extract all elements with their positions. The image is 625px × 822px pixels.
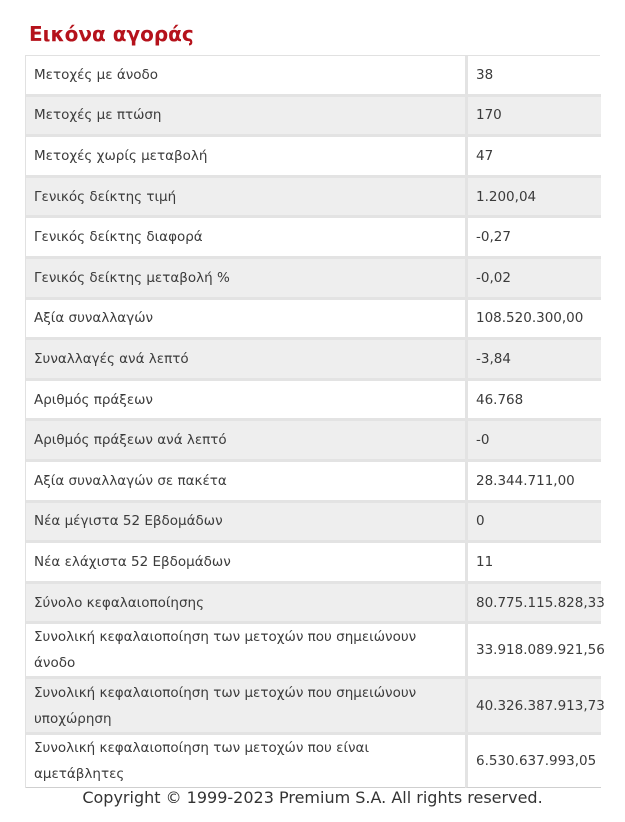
- row-label: Μετοχές χωρίς μεταβολή: [26, 137, 465, 178]
- row-value: 38: [465, 56, 601, 97]
- table-row: [26, 421, 601, 462]
- row-label: Αξία συναλλαγών σε πακέτα: [26, 462, 465, 503]
- row-label: Νέα ελάχιστα 52 Εβδομάδων: [26, 543, 465, 584]
- table-row: [26, 97, 601, 138]
- market-table: [26, 56, 605, 788]
- table-row: [26, 624, 601, 679]
- row-label: Γενικός δείκτης διαφορά: [26, 218, 465, 259]
- row-label: Συναλλαγές ανά λεπτό: [26, 340, 465, 381]
- row-label: Γενικός δείκτης μεταβολή %: [26, 259, 465, 300]
- row-label: Αριθμός πράξεων ανά λεπτό: [26, 421, 465, 462]
- row-value: 40.326.387.913,73: [465, 679, 601, 735]
- row-label: Αριθμός πράξεων: [26, 381, 465, 422]
- table-row: [26, 462, 601, 503]
- row-value: 80.775.115.828,33: [465, 584, 601, 625]
- row-value: 6.530.637.993,05: [465, 735, 601, 788]
- footer-copyright: Copyright © 1999-2023 Premium S.A. All rights reserved.: [82, 788, 543, 807]
- row-value: 47: [465, 137, 601, 178]
- table-body: [26, 56, 605, 788]
- row-value: 46.768: [465, 381, 601, 422]
- row-label: Αξία συναλλαγών: [26, 300, 465, 341]
- row-value: 33.918.089.921,56: [465, 624, 601, 679]
- table-row: [26, 735, 601, 788]
- row-label: Συνολική κεφαλαιοποίηση των μετοχών που σημειώνουν υποχώρηση: [26, 679, 465, 735]
- row-value: 11: [465, 543, 601, 584]
- row-value: -0,27: [465, 218, 601, 259]
- row-label: Σύνολο κεφαλαιοποίησης: [26, 584, 465, 625]
- table-row: [26, 381, 601, 422]
- table-row: [26, 340, 601, 381]
- row-value: -0: [465, 421, 601, 462]
- row-label: Συνολική κεφαλαιοποίηση των μετοχών που σημειώνουν άνοδο: [26, 624, 465, 679]
- table-row: [26, 137, 601, 178]
- row-label: Νέα μέγιστα 52 Εβδομάδων: [26, 503, 465, 544]
- table-row: [26, 679, 601, 735]
- row-value: 170: [465, 97, 601, 138]
- row-label: Μετοχές με πτώση: [26, 97, 465, 138]
- table-row: [26, 543, 601, 584]
- section-title: Εικόνα αγοράς: [29, 22, 194, 46]
- row-value: -3,84: [465, 340, 601, 381]
- table-row: [26, 218, 601, 259]
- table-row: [26, 56, 601, 97]
- row-value: 1.200,04: [465, 178, 601, 219]
- row-value: 28.344.711,00: [465, 462, 601, 503]
- table-row: [26, 503, 601, 544]
- table-row: [26, 584, 601, 625]
- row-value: -0,02: [465, 259, 601, 300]
- table-row: [26, 300, 601, 341]
- market-overview-table: [25, 55, 605, 788]
- table-row: [26, 259, 601, 300]
- row-label: Γενικός δείκτης τιμή: [26, 178, 465, 219]
- row-value: 0: [465, 503, 601, 544]
- row-value: 108.520.300,00: [465, 300, 601, 341]
- table-row: [26, 178, 601, 219]
- row-label: Μετοχές με άνοδο: [26, 56, 465, 97]
- row-label: Συνολική κεφαλαιοποίηση των μετοχών που είναι αμετάβλητες: [26, 735, 465, 788]
